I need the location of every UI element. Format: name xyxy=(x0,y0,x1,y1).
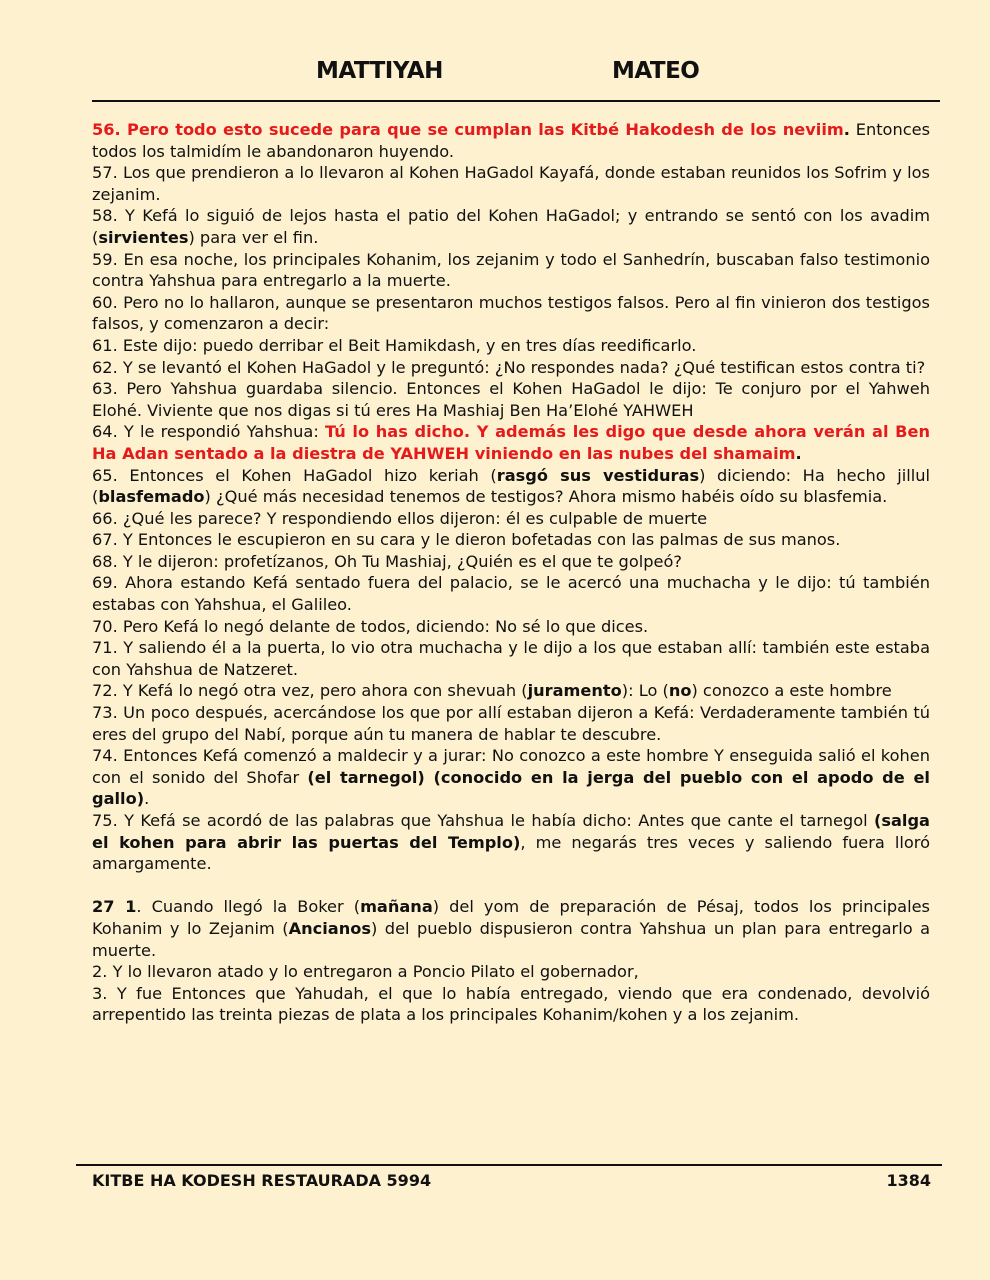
verse-59: 59. En esa noche, los principales Kohanim, los zejanim y todo el Sanhedrín, buscaban falso testimonio contra Yahshua para entregarlo a la muerte. xyxy=(92,249,930,291)
verse-73: 73. Un poco después, acercándose los que por allí estaban dijeron a Kefá: Verdaderamente también tú eres del grupo del Nabí, porque aún tu manera de hablar te descubre. xyxy=(92,703,930,744)
verse-58: 58. Y Kefá lo siguió de lejos hasta el patio del Kohen HaGadol; y entrando se sentó con los avadim (sirvientes) para ver el fin. xyxy=(92,206,930,247)
verse-68: 68. Y le dijeron: profetízanos, Oh Tu Mashiaj, ¿Quién es el que te golpeó? xyxy=(92,551,682,571)
verse-64: 64. Y le respondió Yahshua: Tú lo has dicho. Y además les digo que desde ahora verán al Ben Ha Adan sentado a la diestra de YAHWEH viniendo en las nubes del shamaim. xyxy=(92,422,930,463)
header-divider xyxy=(92,100,940,102)
chapter-27-verse-3: 3. Y fue Entonces que Yahudah, el que lo había entregado, viendo que era condenado, devolvió arrepentido las treinta piezas de plata a los principales Kohanim/kohen y a los zejanim. xyxy=(92,983,930,1025)
page-header xyxy=(0,58,990,90)
page-number: 1384 xyxy=(886,1171,931,1190)
verse-63: 63. Pero Yahshua guardaba silencio. Entonces el Kohen HaGadol le dijo: Te conjuro por el Yahweh Elohé. Viviente que nos digas si tú eres Ha Mashiaj Ben Ha’Elohé YAHWEH xyxy=(92,379,930,420)
verse-56: 56. Pero todo esto sucede para que se cumplan las Kitbé Hakodesh de los neviim. Entonces todos los talmidím le abandonaron huyendo. xyxy=(92,120,931,161)
chapter-27-verse-2: 2. Y lo llevaron atado y lo entregaron a Poncio Pilato el gobernador, xyxy=(92,962,639,982)
header-right-title: MATEO xyxy=(612,58,700,84)
paragraph-gap xyxy=(92,875,930,897)
verse-65: 65. Entonces el Kohen HaGadol hizo keriah (rasgó sus vestiduras) diciendo: Ha hecho jillul (blasfemado) ¿Qué más necesidad tenemos de testigos? Ahora mismo habéis oído su blasfemia. xyxy=(92,465,931,507)
verse-70: 70. Pero Kefá lo negó delante de todos, diciendo: No sé lo que dices. xyxy=(92,616,649,636)
verse-69: 69. Ahora estando Kefá sentado fuera del palacio, se le acercó una muchacha y le dijo: tú también estabas con Yahshua, el Galileo. xyxy=(92,573,930,615)
verse-60: 60. Pero no lo hallaron, aunque se presentaron muchos testigos falsos. Pero al fin vinieron dos testigos falsos, y comenzaron a decir: xyxy=(92,292,930,334)
verse-71: 71. Y saliendo él a la puerta, lo vio otra muchacha y le dijo a los que estaban allí: también este estaba con Yahshua de Natzeret. xyxy=(92,638,930,679)
verse-62: 62. Y se levantó el Kohen HaGadol y le preguntó: ¿No respondes nada? ¿Qué testifican estos contra ti? xyxy=(92,357,926,377)
verse-72: 72. Y Kefá lo negó otra vez, pero ahora con shevuah (juramento): Lo (no) conozco a este hombre xyxy=(92,681,892,701)
footer-book-title: KITBE HA KODESH RESTAURADA 5994 xyxy=(92,1171,432,1190)
verse-75: 75. Y Kefá se acordó de las palabras que Yahshua le había dicho: Antes que cante el tarnegol (salga el kohen para abrir las puertas del Templo), me negarás tres veces y saliendo fuera lloró amargamente. xyxy=(92,811,931,874)
header-left-title: MATTIYAH xyxy=(316,58,443,84)
footer-divider xyxy=(76,1164,942,1166)
scripture-text xyxy=(92,119,930,1026)
verse-57: 57. Los que prendieron a lo llevaron al Kohen HaGadol Kayafá, donde estaban reunidos los Sofrim y los zejanim. xyxy=(92,163,930,204)
verse-61: 61. Este dijo: puedo derribar el Beit Hamikdash, y en tres días reedificarlo. xyxy=(92,335,697,355)
verse-67: 67. Y Entonces le escupieron en su cara y le dieron bofetadas con las palmas de sus manos. xyxy=(92,530,841,550)
chapter-27-verse-1: 27 1. Cuando llegó la Boker (mañana) del yom de preparación de Pésaj, todos los principales Kohanim y lo Zejanim (Ancianos) del pueblo dispusieron contra Yahshua un plan para entregarlo a muerte. xyxy=(92,897,930,960)
verse-66: 66. ¿Qué les parece? Y respondiendo ellos dijeron: él es culpable de muerte xyxy=(92,508,708,528)
verse-74: 74. Entonces Kefá comenzó a maldecir y a jurar: No conozco a este hombre Y enseguida salió el kohen con el sonido del Shofar (el tarnegol) (conocido en la jerga del pueblo con el apodo de el gallo). xyxy=(92,746,930,809)
